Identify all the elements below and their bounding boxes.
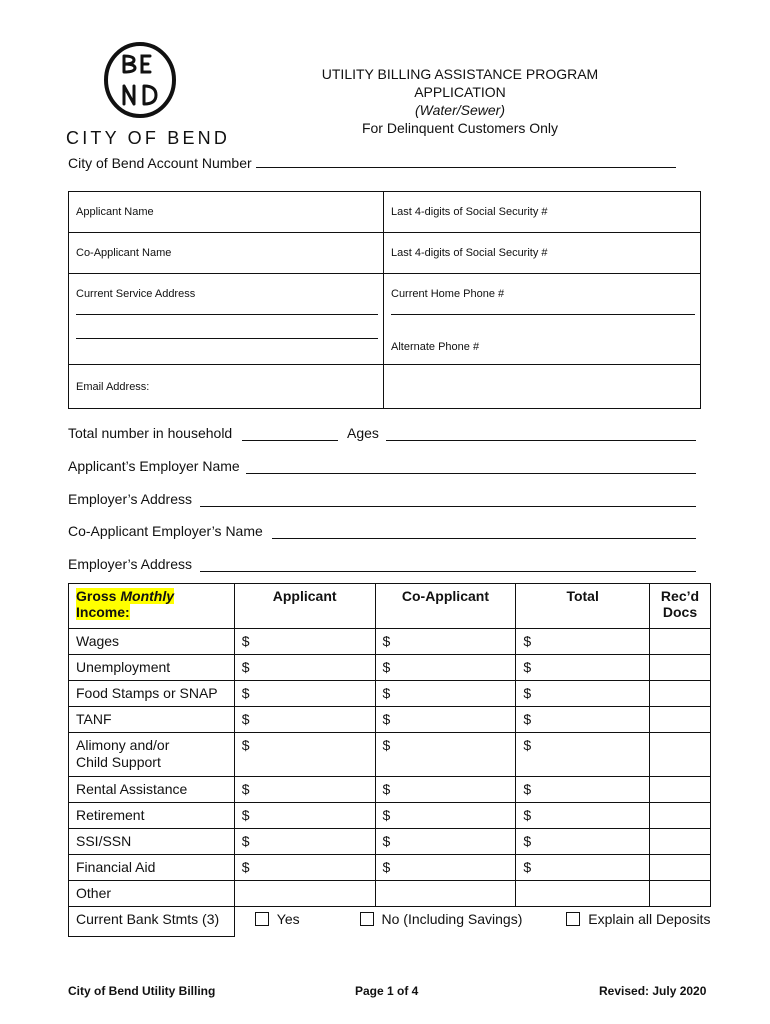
explain-label: Explain all Deposits bbox=[588, 911, 711, 927]
applicant-amount-cell[interactable] bbox=[234, 629, 375, 655]
docs-received-cell[interactable] bbox=[649, 777, 710, 803]
docs-received-cell[interactable] bbox=[649, 881, 710, 907]
currency-symbol: $ bbox=[382, 633, 391, 649]
currency-symbol: $ bbox=[523, 633, 532, 649]
coapplicant-amount-cell[interactable] bbox=[375, 855, 516, 881]
col-total: Total bbox=[516, 584, 650, 629]
city-seal-icon bbox=[102, 42, 178, 118]
income-row bbox=[69, 707, 711, 733]
docs-received-cell[interactable] bbox=[649, 655, 710, 681]
income-row bbox=[69, 733, 711, 777]
no-checkbox[interactable] bbox=[360, 912, 374, 926]
no-option[interactable] bbox=[360, 911, 523, 927]
currency-symbol: $ bbox=[523, 859, 532, 875]
co-employer-name-line[interactable] bbox=[272, 538, 696, 539]
docs-received-cell[interactable] bbox=[649, 829, 710, 855]
account-number-label: City of Bend Account Number bbox=[68, 155, 252, 171]
coapplicant-ssn-label: Last 4-digits of Social Security # bbox=[391, 247, 548, 259]
income-row bbox=[69, 777, 711, 803]
currency-symbol: $ bbox=[241, 781, 250, 797]
form-heading bbox=[290, 65, 630, 137]
footer-page: Page 1 of 4 bbox=[355, 984, 419, 998]
applicant-amount-cell[interactable] bbox=[234, 777, 375, 803]
currency-symbol: $ bbox=[382, 711, 391, 727]
co-employer-address-label: Employer’s Address bbox=[68, 556, 192, 572]
income-label-cell bbox=[69, 584, 235, 629]
coapplicant-amount-cell[interactable] bbox=[375, 733, 516, 777]
email-label: Email Address: bbox=[76, 381, 150, 393]
total-amount-cell[interactable] bbox=[516, 655, 650, 681]
currency-symbol: $ bbox=[241, 659, 250, 675]
total-amount-cell[interactable] bbox=[516, 855, 650, 881]
currency-symbol: $ bbox=[382, 807, 391, 823]
no-label: No (Including Savings) bbox=[381, 911, 523, 927]
currency-symbol: $ bbox=[241, 737, 250, 753]
currency-symbol: $ bbox=[241, 807, 250, 823]
income-row bbox=[69, 655, 711, 681]
account-number-line[interactable] bbox=[256, 155, 676, 168]
service-address-line[interactable] bbox=[76, 338, 378, 339]
income-row bbox=[69, 629, 711, 655]
bank-statements-label: Current Bank Stmts (3) bbox=[69, 907, 235, 937]
income-source-label: Other bbox=[69, 881, 235, 907]
service-address-label: Current Service Address bbox=[76, 288, 196, 300]
applicant-amount-cell[interactable] bbox=[234, 655, 375, 681]
currency-symbol: $ bbox=[523, 659, 532, 675]
applicant-amount-cell[interactable] bbox=[234, 803, 375, 829]
home-phone-line[interactable] bbox=[391, 314, 695, 315]
applicant-amount-cell[interactable] bbox=[234, 681, 375, 707]
currency-symbol: $ bbox=[382, 659, 391, 675]
employer-address-label: Employer’s Address bbox=[68, 491, 192, 507]
coapplicant-amount-cell[interactable] bbox=[375, 629, 516, 655]
income-source-label: Unemployment bbox=[69, 655, 235, 681]
income-row bbox=[69, 881, 711, 907]
docs-received-cell[interactable] bbox=[649, 855, 710, 881]
applicant-amount-cell[interactable] bbox=[234, 707, 375, 733]
income-row bbox=[69, 803, 711, 829]
currency-symbol: $ bbox=[241, 711, 250, 727]
income-source-label: Wages bbox=[69, 629, 235, 655]
coapplicant-amount-cell[interactable] bbox=[375, 707, 516, 733]
docs-received-cell[interactable] bbox=[649, 733, 710, 777]
account-number-field[interactable] bbox=[68, 155, 676, 171]
total-amount-cell[interactable] bbox=[516, 829, 650, 855]
explain-option[interactable] bbox=[566, 911, 710, 927]
applicant-amount-cell[interactable] bbox=[234, 855, 375, 881]
service-type: (Water/Sewer) bbox=[415, 102, 505, 118]
currency-symbol: $ bbox=[382, 737, 391, 753]
box-divider bbox=[69, 273, 700, 274]
coapplicant-amount-cell[interactable] bbox=[375, 881, 516, 907]
co-employer-address-line[interactable] bbox=[200, 571, 696, 572]
docs-received-cell[interactable] bbox=[649, 803, 710, 829]
currency-symbol: $ bbox=[241, 685, 250, 701]
income-row bbox=[69, 855, 711, 881]
explain-checkbox[interactable] bbox=[566, 912, 580, 926]
box-divider bbox=[383, 192, 384, 408]
applicant-info-box bbox=[68, 191, 701, 409]
total-amount-cell[interactable] bbox=[516, 777, 650, 803]
footer-org: City of Bend Utility Billing bbox=[68, 984, 216, 998]
ssn-label: Last 4-digits of Social Security # bbox=[391, 206, 548, 218]
docs-received-cell[interactable] bbox=[649, 629, 710, 655]
bank-statements-options bbox=[234, 907, 710, 937]
household-label: Total number in household bbox=[68, 425, 233, 441]
currency-symbol: $ bbox=[382, 833, 391, 849]
income-row bbox=[69, 829, 711, 855]
home-phone-label: Current Home Phone # bbox=[391, 288, 505, 300]
currency-symbol: $ bbox=[382, 685, 391, 701]
box-divider bbox=[69, 364, 700, 365]
yes-checkbox[interactable] bbox=[255, 912, 269, 926]
currency-symbol: $ bbox=[241, 833, 250, 849]
currency-symbol: $ bbox=[382, 859, 391, 875]
currency-symbol: $ bbox=[523, 685, 532, 701]
currency-symbol: $ bbox=[523, 711, 532, 727]
total-amount-cell[interactable] bbox=[516, 707, 650, 733]
total-amount-cell[interactable] bbox=[516, 681, 650, 707]
ages-label: Ages bbox=[347, 425, 379, 441]
eligibility-note: For Delinquent Customers Only bbox=[361, 120, 559, 136]
applicant-amount-cell[interactable] bbox=[234, 733, 375, 777]
income-source-label: Food Stamps or SNAP bbox=[69, 681, 235, 707]
employer-name-line[interactable] bbox=[246, 473, 696, 474]
income-row bbox=[69, 681, 711, 707]
currency-symbol: $ bbox=[241, 633, 250, 649]
total-amount-cell[interactable] bbox=[516, 733, 650, 777]
applicant-amount-cell[interactable] bbox=[234, 881, 375, 907]
income-source-label: Financial Aid bbox=[69, 855, 235, 881]
total-amount-cell[interactable] bbox=[516, 881, 650, 907]
yes-label: Yes bbox=[276, 911, 300, 927]
program-title: UTILITY BILLING ASSISTANCE PROGRAM bbox=[321, 66, 599, 82]
bank-statements-row bbox=[69, 907, 711, 937]
coapplicant-name-label: Co-Applicant Name bbox=[76, 247, 172, 259]
income-source-label: Rental Assistance bbox=[69, 777, 235, 803]
yes-option[interactable] bbox=[255, 911, 300, 927]
docs-received-cell[interactable] bbox=[649, 707, 710, 733]
currency-symbol: $ bbox=[523, 807, 532, 823]
income-source-label: SSI/SSN bbox=[69, 829, 235, 855]
coapplicant-amount-cell[interactable] bbox=[375, 829, 516, 855]
currency-symbol: $ bbox=[382, 781, 391, 797]
currency-symbol: $ bbox=[241, 859, 250, 875]
coapplicant-amount-cell[interactable] bbox=[375, 777, 516, 803]
employer-address-line[interactable] bbox=[200, 506, 696, 507]
gross-monthly-income-label: Gross Monthly Income: bbox=[76, 588, 175, 620]
city-name-text: CITY OF BEND bbox=[66, 128, 231, 148]
application-title: APPLICATION bbox=[414, 84, 506, 100]
box-divider bbox=[69, 232, 700, 233]
docs-received-cell[interactable] bbox=[649, 681, 710, 707]
total-amount-cell[interactable] bbox=[516, 803, 650, 829]
coapplicant-amount-cell[interactable] bbox=[375, 681, 516, 707]
currency-symbol: $ bbox=[523, 737, 532, 753]
coapplicant-amount-cell[interactable] bbox=[375, 803, 516, 829]
co-employer-name-label: Co-Applicant Employer’s Name bbox=[68, 523, 263, 539]
alternate-phone-label: Alternate Phone # bbox=[391, 341, 480, 353]
total-amount-cell[interactable] bbox=[516, 629, 650, 655]
service-address-line[interactable] bbox=[76, 314, 378, 315]
col-applicant: Applicant bbox=[234, 584, 375, 629]
currency-symbol: $ bbox=[523, 833, 532, 849]
income-source-label: TANF bbox=[69, 707, 235, 733]
household-line[interactable] bbox=[242, 440, 338, 441]
income-table bbox=[68, 583, 711, 937]
coapplicant-amount-cell[interactable] bbox=[375, 655, 516, 681]
ages-line[interactable] bbox=[386, 440, 696, 441]
col-coapplicant: Co-Applicant bbox=[375, 584, 516, 629]
currency-symbol: $ bbox=[523, 781, 532, 797]
col-received-docs: Rec’d Docs bbox=[649, 584, 710, 629]
income-source-label: Alimony and/or Child Support bbox=[69, 733, 235, 777]
income-source-label: Retirement bbox=[69, 803, 235, 829]
applicant-name-label: Applicant Name bbox=[76, 206, 154, 218]
applicant-amount-cell[interactable] bbox=[234, 829, 375, 855]
income-header-row bbox=[69, 584, 711, 629]
footer-revised: Revised: July 2020 bbox=[599, 984, 707, 998]
employer-name-label: Applicant’s Employer Name bbox=[68, 458, 240, 474]
